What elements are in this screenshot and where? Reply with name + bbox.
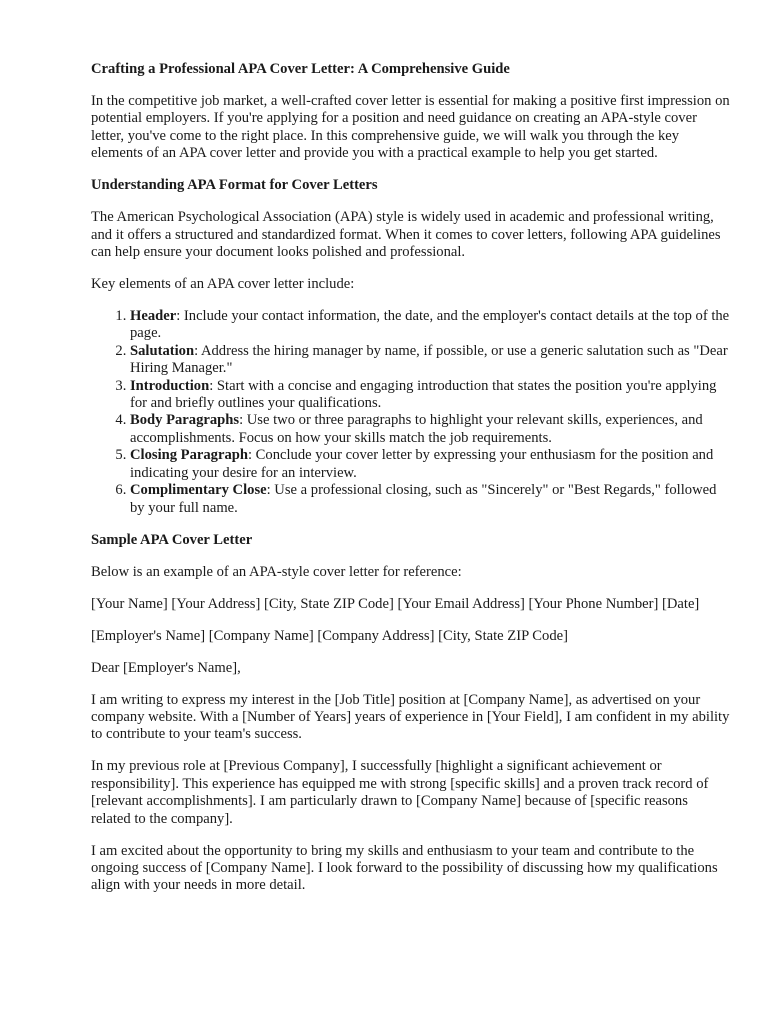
sample-intro: Below is an example of an APA-style cover letter for reference:: [91, 563, 462, 580]
list-item-text: : Use two or three paragraphs to highlight your relevant skills, experiences, and accomplishments. Focus on how your skills match the job requirements.: [130, 412, 703, 446]
list-item: [130, 447, 731, 482]
list-item-term: Closing Paragraph: [130, 447, 248, 464]
list-item-term: Salutation: [130, 342, 195, 359]
document-page: [91, 59, 731, 895]
list-item-text: : Use a professional closing, such as "Sincerely" or "Best Regards," followed by your full name.: [130, 482, 717, 516]
list-item: [130, 308, 731, 343]
letter-body-paragraph-3: I am excited about the opportunity to bring my skills and enthusiasm to your team and contribute to the ongoing success of [Company Name]. I look forward to the possibility of discussing how my qualifications align with your needs in more detail.: [91, 842, 718, 894]
list-item-term: Body Paragraphs: [130, 412, 240, 429]
list-item: [130, 378, 731, 413]
list-item: [130, 343, 731, 378]
sender-block: [Your Name] [Your Address] [City, State ZIP Code] [Your Email Address] [Your Phone Number] [Date]: [91, 595, 700, 612]
list-item-text: : Address the hiring manager by name, if possible, or use a generic salutation such as "Dear Hiring Manager.": [130, 342, 728, 377]
list-item-text: : Start with a concise and engaging introduction that states the position you're applying for and briefly outlines your qualifications.: [130, 377, 717, 412]
list-item: [130, 412, 731, 447]
intro-paragraph: In the competitive job market, a well-crafted cover letter is essential for making a positive first impression on potential employers. If you're applying for a position and need guidance on creating an APA-style cover letter, you've come to the right place. In this comprehensive guide, we will walk you through the key elements of an APA cover letter and provide you with a practical example to help you get started.: [91, 93, 730, 162]
key-elements-list: [91, 308, 731, 517]
section-heading-apa-format: Understanding APA Format for Cover Letters: [91, 177, 378, 194]
letter-salutation: Dear [Employer's Name],: [91, 659, 241, 676]
list-item: [130, 482, 731, 517]
list-item-term: Header: [130, 308, 177, 325]
list-item-text: : Conclude your cover letter by expressing your enthusiasm for the position and indicating your desire for an interview.: [130, 447, 714, 481]
list-intro: Key elements of an APA cover letter include:: [91, 276, 355, 293]
section-heading-sample-letter: Sample APA Cover Letter: [91, 531, 253, 548]
recipient-block: [Employer's Name] [Company Name] [Company Address] [City, State ZIP Code]: [91, 627, 568, 644]
document-title: Crafting a Professional APA Cover Letter: A Comprehensive Guide: [91, 61, 510, 77]
letter-body-paragraph-2: In my previous role at [Previous Company], I successfully [highlight a significant achievement or responsibility]. This experience has equipped me with strong [specific skills] and a proven track record of [relevant accomplishments]. I am particularly drawn to [Company Name] because of [specific reasons related to the company].: [91, 758, 709, 827]
list-item-term: Complimentary Close: [130, 482, 267, 499]
apa-format-paragraph: The American Psychological Association (APA) style is widely used in academic and professional writing, and it offers a structured and standardized format. When it comes to cover letters, following APA guidelines can help ensure your document looks polished and professional.: [91, 209, 721, 261]
list-item-text: : Include your contact information, the date, and the employer's contact details at the top of the page.: [130, 308, 730, 342]
list-item-term: Introduction: [130, 377, 210, 394]
letter-body-paragraph-1: I am writing to express my interest in the [Job Title] position at [Company Name], as advertised on your company website. With a [Number of Years] years of experience in [Your Field], I am confident in my ability to contribute to your team's success.: [91, 691, 730, 743]
